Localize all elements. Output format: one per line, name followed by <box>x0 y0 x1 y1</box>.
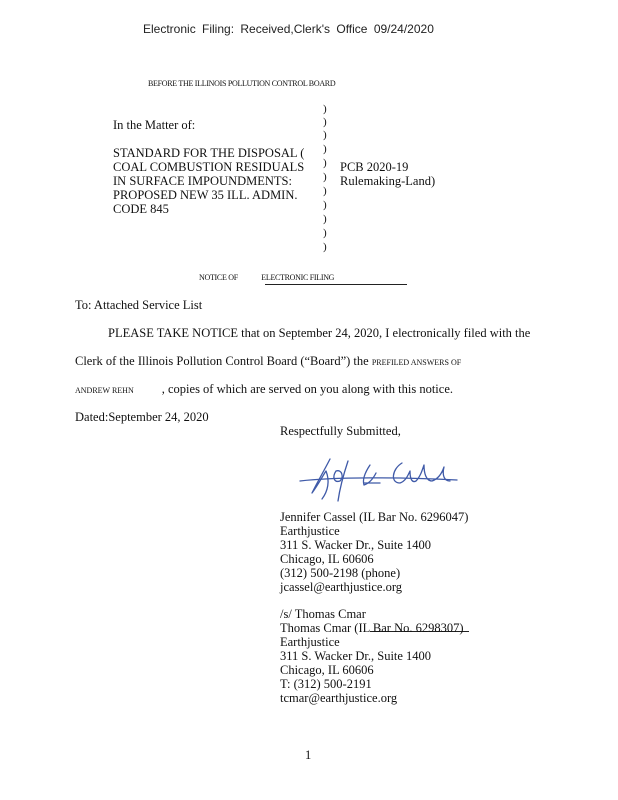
address-line: Chicago, IL 60606 <box>280 663 374 677</box>
proceeding-title-line: STANDARD FOR THE DISPOSAL ( <box>113 146 305 160</box>
address-line: 311 S. Wacker Dr., Suite 1400 <box>280 649 432 663</box>
proceeding-type: Rulemaking-Land) <box>340 174 436 188</box>
caption-paren: ) <box>323 213 327 225</box>
organization: Earthjustice <box>280 524 340 538</box>
in-the-matter-label: In the Matter of: <box>113 118 196 132</box>
notice-paragraph-line <box>75 382 453 397</box>
electronic-signature: /s/ Thomas Cmar <box>280 607 366 621</box>
address-line: Chicago, IL 60606 <box>280 552 374 566</box>
notice-title <box>199 273 334 282</box>
attorney-name: Thomas Cmar (IL Bar No. 6298307) <box>280 621 464 635</box>
email: tcmar@earthjustice.org <box>280 691 398 705</box>
dated-value: September 24, 2020 <box>108 410 209 424</box>
caption-paren: ) <box>323 157 327 169</box>
notice-title-underline <box>265 284 407 285</box>
docket-number: PCB 2020-19 <box>340 160 409 174</box>
caption-paren: ) <box>323 171 327 183</box>
phone: (312) 500-2198 (phone) <box>280 566 401 580</box>
board-title: BEFORE THE ILLINOIS POLLUTION CONTROL BOARD <box>148 79 336 88</box>
notice-paragraph-line <box>108 326 530 341</box>
notice-text: Clerk of the Illinois Pollution Control Board (“Board”) the <box>75 354 369 368</box>
email: jcassel@earthjustice.org <box>280 580 403 594</box>
to-line: To: Attached Service List <box>75 298 203 312</box>
notice-text: , 2020, I electronically filed with the <box>347 326 531 340</box>
handwritten-signature <box>292 447 472 507</box>
caption-paren: ) <box>323 143 327 155</box>
caption-paren: ) <box>323 185 327 197</box>
attorney-name: Jennifer Cassel (IL Bar No. 6296047) <box>280 510 469 524</box>
caption-paren: ) <box>323 241 327 253</box>
document-title: ANDREW REHN <box>75 386 134 395</box>
filing-date: September 24 <box>278 326 348 340</box>
proceeding-title-line: IN SURFACE IMPOUNDMENTS: <box>113 174 292 188</box>
caption-paren: ) <box>323 116 327 128</box>
document-title: PREFILED ANSWERS OF <box>371 358 462 367</box>
dated-line <box>75 410 209 425</box>
notice-title-part: NOTICE OF <box>199 273 238 282</box>
proceeding-title-line: PROPOSED NEW 35 ILL. ADMIN. <box>113 188 298 202</box>
caption-paren: ) <box>323 103 327 115</box>
notice-text: , copies of which are served on you along with this notice. <box>161 382 453 396</box>
caption-paren: ) <box>323 129 327 141</box>
caption-paren: ) <box>323 227 327 239</box>
notice-title-part: ELECTRONIC FILING <box>261 273 335 282</box>
page-number: 1 <box>305 748 312 762</box>
phone: T: (312) 500-2191 <box>280 677 372 691</box>
closing: Respectfully Submitted, <box>280 424 401 438</box>
proceeding-title-line: CODE 845 <box>113 202 169 216</box>
notice-paragraph-line <box>75 354 461 369</box>
caption-paren: ) <box>323 199 327 211</box>
address-line: 311 S. Wacker Dr., Suite 1400 <box>280 538 432 552</box>
proceeding-title-line: COAL COMBUSTION RESIDUALS <box>113 160 305 174</box>
dated-label: Dated: <box>75 410 109 424</box>
filing-stamp-header: Electronic Filing: Received,Clerk's Office 09/24/2020 <box>143 22 434 36</box>
organization: Earthjustice <box>280 635 340 649</box>
notice-text: PLEASE TAKE NOTICE that on <box>108 326 276 340</box>
